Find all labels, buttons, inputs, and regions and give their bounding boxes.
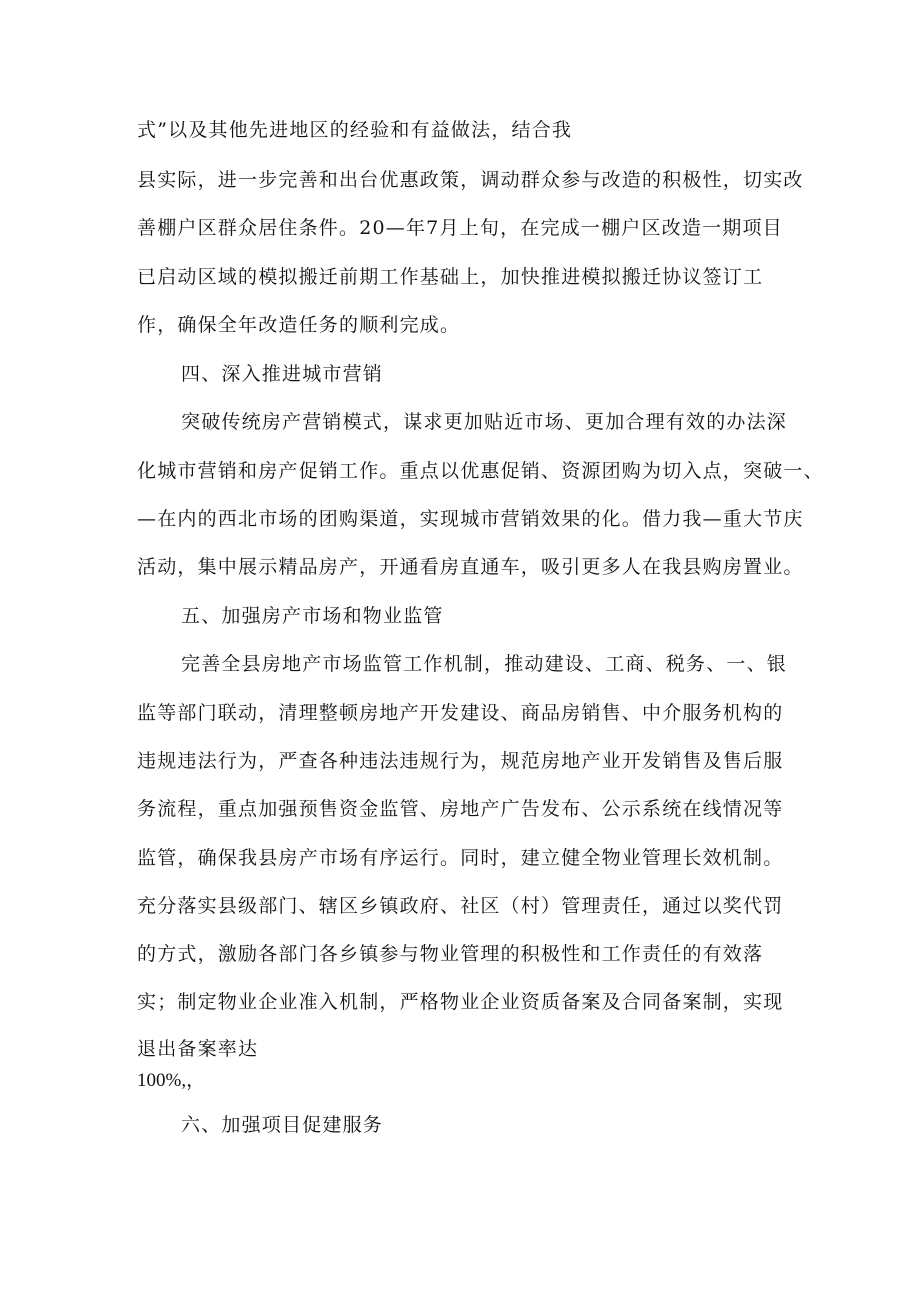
paragraph-line: 监管，确保我县房产市场有序运行。同时，建立健全物业管理长效机制。 — [137, 847, 784, 869]
paragraph-line: 已启动区域的模拟搬迁前期工作基础上，加快推进模拟搬迁协议签订工 — [137, 266, 764, 288]
paragraph-line: 实；制定物业企业准入机制，严格物业企业资质备案及合同备案制，实现 — [137, 991, 784, 1013]
paragraph-line: 作，确保全年改造任务的顺利完成。 — [137, 314, 461, 336]
paragraph-line: 违规违法行为，严查各种违法违规行为，规范房地产业开发销售及售后服 — [137, 750, 784, 772]
section-heading: 四、深入推进城市营销 — [181, 363, 384, 385]
paragraph-line: 的方式，激励各部门各乡镇参与物业管理的积极性和工作责任的有效落 — [137, 943, 764, 965]
paragraph-line: 突破传统房产营销模式，谋求更加贴近市场、更加合理有效的办法深 — [181, 411, 788, 433]
paragraph-line: 充分落实县级部门、辖区乡镇政府、社区（村）管理责任，通过以奖代罚 — [137, 895, 784, 917]
paragraph-line: 务流程，重点加强预售资金监管、房地产广告发布、公示系统在线情况等 — [137, 798, 784, 820]
section-heading: 五、加强房产市场和物业监管 — [181, 605, 444, 627]
paragraph-line: 县实际，进一步完善和出台优惠政策，调动群众参与改造的积极性，切实改 — [137, 169, 804, 191]
paragraph-line: 退出备案率达 — [137, 1038, 259, 1060]
paragraph-line: 式”以及其他先进地区的经验和有益做法，结合我 — [137, 119, 573, 141]
percentage-value: 100%,， — [137, 1070, 206, 1091]
paragraph-line: 监等部门联动，清理整顿房地产开发建设、商品房销售、中介服务机构的 — [137, 702, 784, 724]
section-heading: 六、加强项目促建服务 — [181, 1114, 384, 1136]
paragraph-line: —在内的西北市场的团购渠道，实现城市营销效果的化。借力我—重大节庆 — [137, 508, 804, 530]
paragraph-line: 化城市营销和房产促销工作。重点以优惠促销、资源团购为切入点，突破一、 — [137, 460, 824, 482]
paragraph-line: 善棚户区群众居住条件。20—年7月上旬，在完成一棚户区改造一期项目 — [137, 217, 783, 239]
paragraph-line: 完善全县房地产市场监管工作机制，推动建设、工商、税务、一、银 — [181, 653, 788, 675]
paragraph-line: 活动，集中展示精品房产，开通看房直通车，吸引更多人在我县购房置业。 — [137, 556, 804, 578]
